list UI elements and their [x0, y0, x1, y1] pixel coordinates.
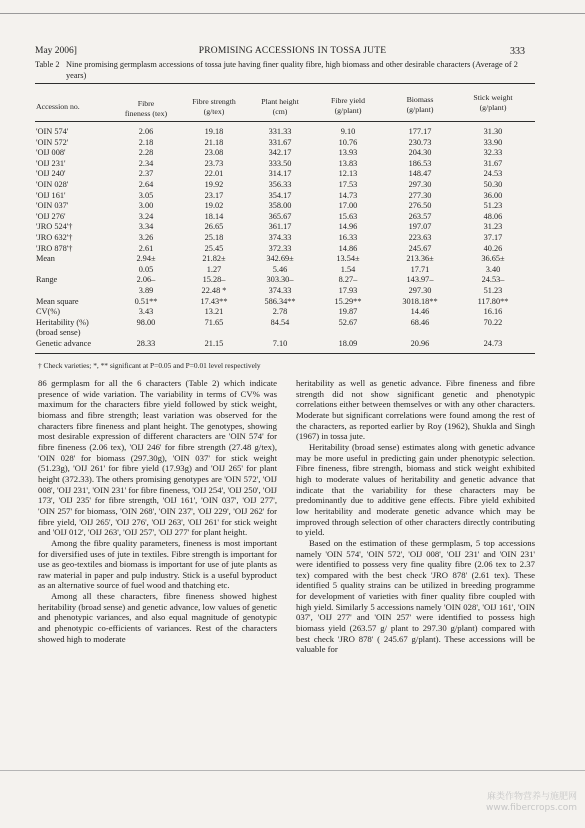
table-cell: 331.67 [268, 137, 292, 147]
table-cell: 186.53 [408, 158, 432, 168]
table-cell: 28.33 [136, 339, 156, 348]
table-cell: 10.76 [338, 137, 358, 147]
table-cell: 13.93 [338, 148, 358, 158]
table-cell: 13.54± [336, 254, 360, 264]
table-cell: 21.18 [204, 137, 224, 147]
table-row [0, 265, 585, 275]
table-cell: 356.33 [268, 180, 292, 189]
table-row [0, 233, 585, 243]
table-cell: 17.93 [338, 286, 358, 295]
table-cell: 19.92 [204, 180, 224, 189]
table-cell: 3.43 [138, 307, 154, 317]
table-cell: 36.65± [481, 254, 505, 264]
table-row [0, 169, 585, 179]
table-row [0, 275, 585, 285]
row-label: 'JRO 632'† [36, 233, 73, 242]
table-row [0, 254, 585, 264]
table-cell: 354.17 [268, 190, 292, 200]
table-cell: 223.63 [408, 233, 432, 242]
row-label: 'OIN 574' [36, 127, 69, 136]
table-cell: 20.96 [410, 339, 430, 348]
table-cell: 17.43** [200, 296, 228, 306]
table-cell: 22.01 [204, 169, 224, 179]
table-row [0, 297, 585, 307]
table-cell: 24.53 [483, 169, 503, 179]
table-cell: 0.51** [134, 296, 158, 306]
table-cell: 263.57 [408, 211, 432, 221]
paragraph: Based on the estimation of these germplasm, 5 top accessions namely 'OIN 574', 'OIN 572', 'OIJ 008', 'OIJ 231' and 'OIN 231' were identified to possess very fine quality fibre (2.06 tex to 2.37 tex) compared with the best check 'JRO 878' (2.61 tex). These identified 5 quality strains can be utilized in breeding programme for development of varieties with finer quality fibre coupled with high yield. Similarly 5 accessions namely 'OIN 028', 'OIJ 161', 'OIN 037', 'OIJ 277' and 'OIN 257' were identified to possess high biomass yield (263.57 g/ plant to 297.30 g/plant) compared with best check 'JRO 878' ( 245.67 g/plant). These accessions will be valuable for [296, 537, 535, 655]
table-cell: 23.17 [204, 190, 224, 200]
table-cell: 1.54 [340, 264, 356, 274]
row-label: 'OIJ 240' [36, 169, 66, 179]
table-cell: 3.05 [138, 190, 154, 200]
table-cell: 3.40 [485, 264, 501, 274]
table-row [0, 201, 585, 211]
table-row [0, 244, 585, 254]
table-cell: 48.06 [483, 211, 503, 221]
table-row [0, 307, 585, 317]
table-row [0, 339, 585, 349]
table-cell: 25.18 [204, 233, 224, 242]
row-label: 'OIJ 161' [36, 190, 66, 200]
table-cell: 12.13 [338, 169, 358, 179]
table-cell: 3.89 [138, 286, 154, 295]
body-column-left [38, 378, 277, 644]
table-cell: 21.15 [204, 339, 224, 348]
table-cell: 36.00 [483, 190, 503, 200]
table-cell: 71.65 [204, 317, 224, 327]
row-label: Mean [36, 254, 55, 264]
table-cell: 25.45 [204, 243, 224, 253]
table-cell: 276.50 [408, 201, 432, 211]
paragraph: Among the fibre quality parameters, fineness is most important for diversified uses of jute in textiles. Fibre strength is important for use as geo-textiles and biomass is important for use of jute plants as raw material in paper and pulp industry. Stick is a useful byproduct as an alternative source of fuel wood and thatching etc. [38, 537, 277, 591]
table-cell: 14.73 [338, 190, 358, 200]
table-cell: 117.80** [477, 296, 509, 306]
table-cell: 51.23 [483, 201, 503, 211]
table-cell: 23.08 [204, 148, 224, 158]
table-cell: 374.33 [268, 286, 292, 295]
table-cell: 2.64 [138, 180, 154, 189]
table-cell: 18.09 [338, 339, 358, 348]
table-cell: 31.23 [483, 222, 503, 232]
table-cell: 331.33 [268, 127, 292, 136]
header-fibre-yield: Fibre yield (g/plant) [331, 96, 365, 115]
table-caption [35, 60, 535, 80]
table-cell: 2.28 [138, 148, 154, 158]
table-cell: 14.86 [338, 243, 358, 253]
table-cell: 19.18 [204, 127, 224, 136]
table-row [0, 212, 585, 222]
table-cell: 15.28– [202, 275, 226, 285]
table-cell: 33.90 [483, 137, 503, 147]
running-header-title: PROMISING ACCESSIONS IN TOSSA JUTE [198, 46, 387, 56]
table-cell: 13.21 [204, 307, 224, 317]
table-cell: 37.17 [483, 233, 503, 242]
table-cell: 148.47 [408, 169, 432, 179]
table-cell: 358.00 [268, 201, 292, 211]
header-biomass: Biomass (g/plant) [406, 95, 434, 114]
table-cell: 19.87 [338, 307, 358, 317]
table-row [0, 328, 585, 338]
table-cell: 342.17 [268, 148, 292, 158]
table-cell: 2.94± [136, 254, 156, 264]
table-cell: 586.34** [264, 296, 296, 306]
table-bottom-rule [35, 353, 535, 354]
watermark-site-name: 麻类作物营养与施肥网 [486, 792, 577, 802]
table-row [0, 138, 585, 148]
table-cell: 14.96 [338, 222, 358, 232]
watermark-url: www.fibercrops.com [486, 803, 577, 813]
table-cell: 68.46 [410, 317, 430, 327]
table-cell: 21.82± [202, 254, 226, 264]
table-cell: 14.46 [410, 307, 430, 317]
table-cell: 3.34 [138, 222, 154, 232]
table-cell: 3018.18** [402, 296, 438, 306]
table-row [0, 180, 585, 190]
row-label: Genetic advance [36, 339, 92, 348]
row-label: CV(%) [36, 307, 60, 317]
table-cell: 2.06– [136, 275, 156, 285]
table-cell: 8.27– [338, 275, 358, 285]
table-cell: 15.63 [338, 211, 358, 221]
table-cell: 24.73 [483, 339, 503, 348]
table-cell: 230.73 [408, 137, 432, 147]
table-cell: 342.69± [266, 254, 294, 264]
table-cell: 372.33 [268, 243, 292, 253]
paragraph: 86 germplasm for all the 6 characters (Table 2) which indicate presence of wide variation. The variability in terms of CV% was maximum for the characters fibre yield followed by stick weight, biomass and fibre strength; least variation was observed for the characters fibre fineness and plant height. The genotypes, showing most desirable expression of different characters are 'OIN 574' for fibre fineness (2.06 tex), 'OIJ 246' for fibre strength (27.48 g/tex), 'OIN 028' for biomass (297.30g), 'OIN 037' for stick weight (51.23g), 'OIJ 261' for fibre yield (17.93g) and 'OIJ 265' for plant height (372.33). The others promising genotypes are 'OIN 572', 'OIJ 008', 'OIJ 231', 'OIN 231' for fibre fineness, 'OIJ 254', 'OIJ 250', 'OIJ 173', 'OIJ 235' for fibre strength, 'OIJ 161', 'OIN 037', 'OIJ 277', 'OIN 257' for biomass, 'OIN 268', 'OIN 237', 'OIJ 229', 'OIJ 262' for fibre yield, 'OIJ 265', 'OIJ 276', 'OIJ 263', 'OIJ 261' for stick weight and 'OIJ 012', 'OIJ 263', 'OIJ 257', 'OIJ 277' for plant height. [38, 378, 277, 538]
table-cell: 17.53 [338, 180, 358, 189]
table-cell: 22.48 * [201, 286, 227, 295]
row-label: 'OIJ 231' [36, 158, 66, 168]
row-label: 'OIN 037' [36, 201, 69, 211]
table-cell: 26.65 [204, 222, 224, 232]
table-cell: 16.33 [338, 233, 358, 242]
table-cell: 177.17 [408, 127, 432, 136]
table-cell: 98.00 [136, 317, 156, 327]
row-label: 'OIN 572' [36, 137, 69, 147]
table-cell: 16.16 [483, 307, 503, 317]
table-cell: 17.00 [338, 201, 358, 211]
paragraph: heritability as well as genetic advance. Fibre fineness and fibre strength did not show significant genetic and phenotypic correlations either between themselves or with any other characters. Moderate but significant correlations were found among the rest of the characters, as reported earlier by Roy (1962), Shukla and Singh (1967) in tossa jute. [296, 378, 535, 442]
row-label: Mean square [36, 296, 79, 306]
table-row [0, 318, 585, 328]
table-row [0, 222, 585, 232]
table-cell: 3.26 [138, 233, 154, 242]
table-cell: 2.18 [138, 137, 154, 147]
page-number: 333 [510, 46, 525, 57]
table-cell: 297.30 [408, 286, 432, 295]
table-cell: 2.06 [138, 127, 154, 136]
bottom-edge-line [0, 770, 585, 771]
row-label: Heritability (%) [36, 317, 89, 327]
table-cell: 277.30 [408, 190, 432, 200]
table-cell: 7.10 [272, 339, 288, 348]
row-label: 'JRO 878'† [36, 243, 73, 253]
row-label: Range [36, 275, 58, 285]
watermark [486, 792, 577, 814]
paragraph: Heritability (broad sense) estimates along with genetic advance may be more useful in predicting gain under phenotypic selection. Fibre fineness, fibre strength, biomass and stick weight exhibited high to moderate values of heritability and genetic advance that indicate that the variability for these characters may be predominantly due to additive gene effects. Fibre yield exhibited low heritability and moderate genetic advance which may be improved through selection of other characters directly contributing to yield. [296, 441, 535, 538]
table-row [0, 159, 585, 169]
paragraph: Among all these characters, fibre fineness showed highest heritability (broad sense) and genetic advance, low values of genetic and phenotypic variances, and also equal magnitude of genotypic and phenotypic co-efficients of variances. Rest of the characters showed high to moderate [38, 591, 277, 644]
header-fineness: Fibre fineness (tex) [124, 99, 168, 118]
table-cell: 374.33 [268, 233, 292, 242]
table-cell: 2.61 [138, 243, 154, 253]
table-cell: 333.50 [268, 158, 292, 168]
table-caption-label: Table 2 [35, 60, 60, 69]
table-row [0, 286, 585, 296]
table-header-rule [35, 121, 535, 122]
table-cell: 213.36± [406, 254, 434, 264]
table-cell: 19.02 [204, 201, 224, 211]
row-label: 'OIJ 008' [36, 148, 66, 158]
row-label: (broad sense) [36, 328, 81, 338]
table-cell: 70.22 [483, 317, 503, 327]
row-label: 'OIJ 276' [36, 211, 66, 221]
table-cell: 361.17 [268, 222, 292, 232]
header-accession: Accession no. [36, 102, 80, 111]
table-cell: 297.30 [408, 180, 432, 189]
table-cell: 314.17 [268, 169, 292, 179]
table-cell: 365.67 [268, 211, 292, 221]
table-cell: 40.26 [483, 243, 503, 253]
table-cell: 2.34 [138, 158, 154, 168]
table-cell: 303.30– [266, 275, 294, 285]
table-cell: 32.33 [483, 148, 503, 158]
table-cell: 17.71 [410, 264, 430, 274]
row-label: 'JRO 524'† [36, 222, 73, 232]
table-row [0, 127, 585, 137]
body-column-right [296, 378, 535, 655]
table-cell: 2.37 [138, 169, 154, 179]
header-height: Plant height (cm) [261, 97, 299, 116]
table-cell: 1.27 [206, 264, 222, 274]
running-header-date: May 2006] [35, 46, 77, 56]
table-cell: 31.67 [483, 158, 503, 168]
table-row [0, 148, 585, 158]
table-cell: 15.29** [334, 296, 362, 306]
table-cell: 51.23 [483, 286, 503, 295]
table-cell: 31.30 [483, 127, 503, 136]
table-footnote: † Check varieties; *, ** significant at P=0.05 and P=0.01 level respectively [38, 361, 261, 370]
table-cell: 143.97– [406, 275, 434, 285]
top-edge-line [0, 13, 585, 14]
table-cell: 245.67 [408, 243, 432, 253]
table-cell: 50.30 [483, 180, 503, 189]
table-cell: 13.83 [338, 158, 358, 168]
table-cell: 197.07 [408, 222, 432, 232]
table-cell: 3.24 [138, 211, 154, 221]
table-cell: 204.30 [408, 148, 432, 158]
table-cell: 2.78 [272, 307, 288, 317]
header-strength: Fibre strength (g/tex) [192, 97, 236, 116]
table-cell: 24.53– [481, 275, 505, 285]
table-cell: 0.05 [138, 264, 154, 274]
table-cell: 18.14 [204, 211, 224, 221]
table-cell: 9.10 [340, 127, 356, 136]
table-cell: 84.54 [270, 317, 290, 327]
table-top-rule [35, 83, 535, 84]
table-row [0, 191, 585, 201]
header-stick-weight: Stick weight (g/plant) [473, 93, 513, 112]
table-cell: 3.00 [138, 201, 154, 211]
table-cell: 52.67 [338, 317, 358, 327]
table-cell: 23.73 [204, 158, 224, 168]
row-label: 'OIN 028' [36, 180, 69, 189]
table-cell: 5.46 [272, 264, 288, 274]
table-caption-text: Nine promising germplasm accessions of tossa jute having finer quality fibre, high biomass and other desirable characters (Average of 2 years) [66, 60, 518, 80]
